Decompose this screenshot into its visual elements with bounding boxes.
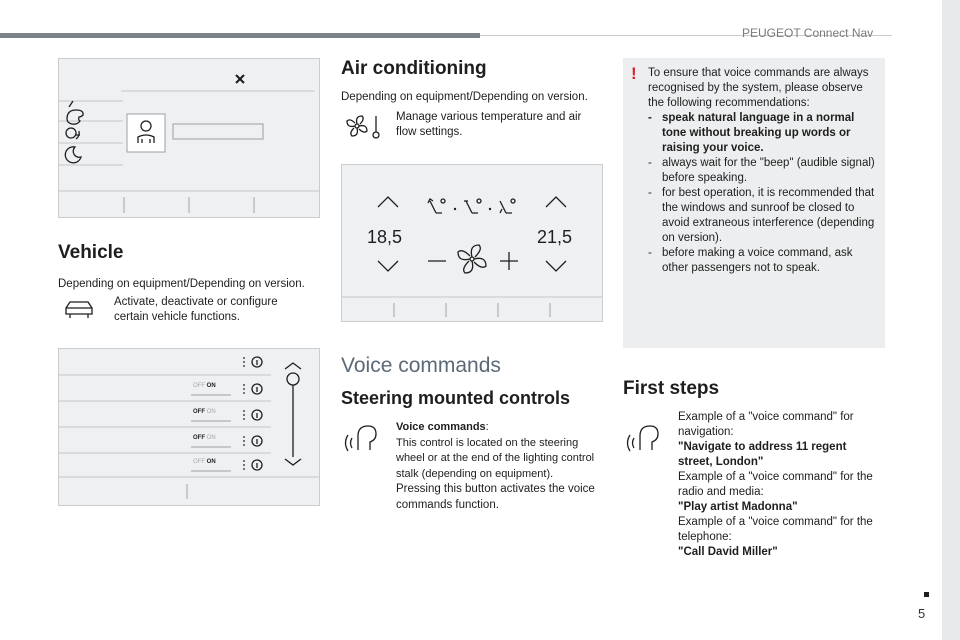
- fan-temperature-icon: [344, 112, 384, 140]
- continue-marker: [924, 592, 929, 597]
- vehicle-functions-illustration: [58, 348, 320, 506]
- air-conditioning-heading: Air conditioning: [341, 58, 487, 79]
- recommendation-item: - speak natural language in a normal tone without breaking up words or raising your voice.: [648, 111, 876, 156]
- recommendations-intro: To ensure that voice commands are always recognised by the system, please observe the following recommendations:: [648, 67, 869, 109]
- voice-commands-label: Voice commands: [396, 421, 486, 433]
- vehicle-description: Activate, deactivate or configure certain vehicle functions.: [114, 296, 278, 323]
- example-label: Example of a "voice command" for navigation:: [678, 411, 854, 438]
- toggle-switch: OFF ON: [193, 459, 216, 465]
- steering-controls-heading: Steering mounted controls: [341, 388, 571, 408]
- temperature-right: 21,5: [537, 227, 573, 247]
- voice-commands-heading: Voice commands: [341, 354, 501, 377]
- air-distribution-icons: [428, 199, 515, 213]
- night-mode-icon: [65, 147, 81, 163]
- recommendation-item: - for best operation, it is recommended that the windows and sunroof be closed to avoid extraneous interference (depending on version).: [648, 186, 876, 246]
- recommendation-item: - before making a voice command, ask other passengers not to speak.: [648, 246, 876, 276]
- air-conditioning-illustration: [341, 164, 603, 322]
- vehicle-functions-drawing: [59, 349, 319, 505]
- fan-icon: [458, 245, 486, 273]
- air-description: Manage various temperature and air flow settings.: [396, 111, 582, 138]
- voice-commands-activation: Pressing this button activates the voice commands function.: [396, 483, 595, 511]
- page-number: 5: [918, 606, 926, 621]
- display-settings-icon: [66, 128, 80, 139]
- example-label: Example of a "voice command" for the telephone:: [678, 516, 873, 543]
- toggle-switch: OFF ON: [193, 435, 216, 441]
- settings-screen-drawing: [59, 59, 319, 217]
- warning-icon: !: [631, 64, 637, 83]
- example-label: Example of a "voice command" for the radio and media:: [678, 471, 873, 498]
- toggle-switch: OFF ON: [193, 409, 216, 415]
- air-availability: Depending on equipment/Depending on version.: [341, 91, 588, 103]
- running-header: PEUGEOT Connect Nav: [742, 26, 874, 40]
- settings-screen-illustration: [58, 58, 320, 218]
- vehicle-heading: Vehicle: [58, 242, 124, 263]
- example-command: "Call David Miller": [678, 546, 778, 558]
- voice-commands-location: This control is located on the steering wheel or at the end of the lighting control stalk (depending on equipment).: [396, 436, 595, 480]
- example-command: "Navigate to address 11 regent street, London": [678, 441, 847, 468]
- close-icon: [236, 75, 244, 83]
- header-bar: [0, 33, 480, 38]
- first-steps-examples: [678, 410, 878, 560]
- example-command: "Play artist Madonna": [678, 501, 798, 513]
- vehicle-availability: Depending on equipment/Depending on version.: [58, 278, 305, 290]
- recommendations-list: [648, 111, 876, 276]
- temperature-left: 18,5: [367, 227, 403, 247]
- car-icon: [62, 296, 96, 322]
- toggle-switch: OFF ON: [193, 383, 216, 389]
- voice-commands-text: Voice commands: This control is located on the steering wheel or at the end of the lighting control stalk (depending on equipment). Pressing this button activates the voice commands function.: [396, 421, 595, 511]
- page-edge-band: [942, 0, 960, 640]
- voice-command-icon: [626, 420, 660, 456]
- first-steps-heading: First steps: [623, 378, 720, 399]
- voice-command-icon: [344, 420, 378, 456]
- recommendations-text: [648, 66, 876, 276]
- recommendation-item: - always wait for the "beep" (audible signal) before speaking.: [648, 156, 876, 186]
- scrollbar-control: [285, 363, 301, 465]
